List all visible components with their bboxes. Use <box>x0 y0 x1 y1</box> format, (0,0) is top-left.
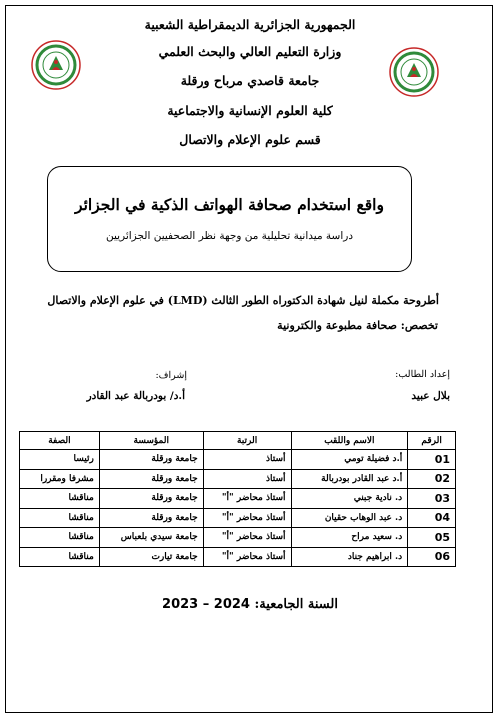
member-name: أ.د عبد القادر بودربالة <box>291 469 408 489</box>
header-rank: الرتبة <box>203 432 291 450</box>
table-header-row <box>20 432 456 450</box>
academic-year-label: السنة الجامعية: <box>254 597 338 612</box>
member-rank: أستاذ <box>203 450 291 470</box>
member-name: أ.د فضيلة تومي <box>291 450 408 470</box>
member-institution: جامعة سيدي بلعباس <box>99 528 203 548</box>
member-role: مناقشا <box>20 508 100 528</box>
ministry-name: وزارة التعليم العالي والبحث العلمي <box>158 44 342 59</box>
student-label: إعداد الطالب: <box>395 369 450 380</box>
row-number: 06 <box>408 547 456 567</box>
thesis-title: واقع استخدام صحافة الهواتف الذكية في الجزائر <box>75 195 384 214</box>
member-rank: أستاذ محاضر "أ" <box>203 547 291 567</box>
header-institution: المؤسسة <box>99 432 203 450</box>
committee-table <box>19 431 456 567</box>
supervisor-label: إشراف: <box>155 370 187 381</box>
header-role: الصفة <box>20 432 100 450</box>
member-institution: جامعة ورقلة <box>99 508 203 528</box>
member-rank: أستاذ محاضر "أ" <box>203 528 291 548</box>
table-row <box>20 528 456 548</box>
academic-year <box>100 597 400 612</box>
member-institution: جامعة ورقلة <box>99 489 203 509</box>
row-number: 01 <box>408 450 456 470</box>
header-name: الاسم واللقب <box>291 432 408 450</box>
member-role: مناقشا <box>20 528 100 548</box>
thesis-title-box <box>47 166 412 272</box>
degree-line: أطروحة مكملة لنيل شهادة الدكتوراه الطور الثالث (LMD) في علوم الإعلام والاتصال <box>47 294 439 307</box>
member-rank: أستاذ <box>203 469 291 489</box>
supervisor-name: أ.د/ بودربالة عبد القادر <box>86 390 185 402</box>
member-name: د. ابراهيم جناد <box>291 547 408 567</box>
table-row <box>20 547 456 567</box>
member-name: د. سعيد مراح <box>291 528 408 548</box>
member-institution: جامعة تيارت <box>99 547 203 567</box>
member-name: د. نادية جبني <box>291 489 408 509</box>
member-institution: جامعة ورقلة <box>99 469 203 489</box>
table-row <box>20 450 456 470</box>
faculty-name: كلية العلوم الإنسانية والاجتماعية <box>167 103 333 118</box>
member-rank: أستاذ محاضر "أ" <box>203 508 291 528</box>
university-seal-icon <box>31 40 81 90</box>
member-role: مناقشا <box>20 547 100 567</box>
member-role: رئيسا <box>20 450 100 470</box>
department-name: قسم علوم الإعلام والاتصال <box>179 132 321 147</box>
member-institution: جامعة ورقلة <box>99 450 203 470</box>
academic-year-value: 2023 – 2024 <box>162 597 250 612</box>
table-row <box>20 469 456 489</box>
row-number: 03 <box>408 489 456 509</box>
specialty-line: تخصص: صحافة مطبوعة والكترونية <box>277 319 438 332</box>
table-row <box>20 508 456 528</box>
row-number: 04 <box>408 508 456 528</box>
member-name: د. عبد الوهاب حقيان <box>291 508 408 528</box>
row-number: 05 <box>408 528 456 548</box>
table-row <box>20 489 456 509</box>
header-number: الرقم <box>408 432 456 450</box>
member-role: مناقشا <box>20 489 100 509</box>
republic-name: الجمهورية الجزائرية الديمقراطية الشعبية <box>144 17 356 32</box>
row-number: 02 <box>408 469 456 489</box>
university-seal-icon <box>389 47 439 97</box>
university-name: جامعة قاصدي مرباح ورقلة <box>180 73 320 88</box>
member-role: مشرفا ومقررا <box>20 469 100 489</box>
student-name: بلال عبيد <box>411 390 450 402</box>
thesis-subtitle: دراسة ميدانية تحليلية من وجهة نظر الصحفيين الجزائريين <box>105 230 354 242</box>
member-rank: أستاذ محاضر "أ" <box>203 489 291 509</box>
